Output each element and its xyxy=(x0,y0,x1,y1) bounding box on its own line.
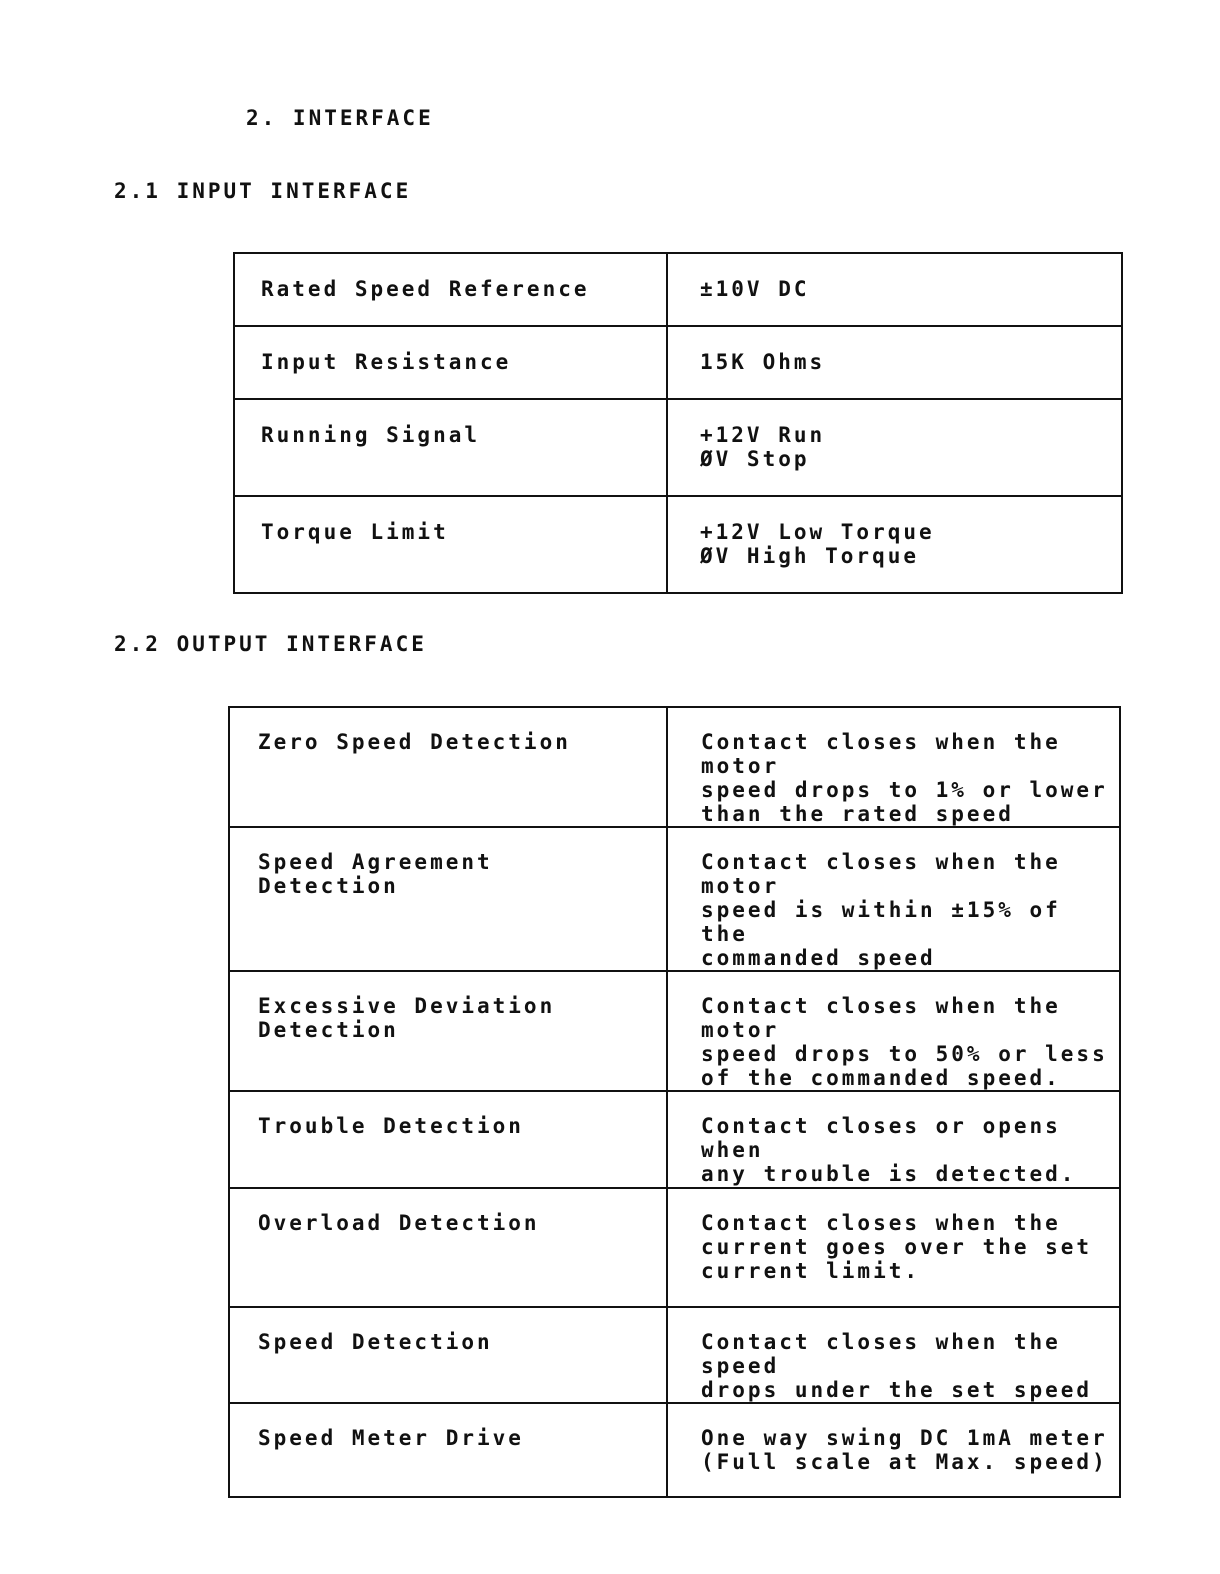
row-value: Contact closes when the motor speed is within ±15% of the commanded speed xyxy=(667,827,1120,971)
input-interface-table xyxy=(233,252,1123,594)
row-label: Input Resistance xyxy=(234,326,667,399)
table-row xyxy=(234,326,1122,399)
row-value: Contact closes or opens when any trouble is detected. xyxy=(667,1091,1120,1188)
row-value: +12V Run ØV Stop xyxy=(667,399,1122,496)
table-row xyxy=(229,827,1120,971)
table-row xyxy=(229,1188,1120,1307)
row-value: Contact closes when the current goes over the set current limit. xyxy=(667,1188,1120,1307)
row-value: One way swing DC 1mA meter (Full scale at Max. speed) xyxy=(667,1403,1120,1497)
table-row xyxy=(229,1091,1120,1188)
row-label: Excessive Deviation Detection xyxy=(229,971,667,1091)
row-label: Trouble Detection xyxy=(229,1091,667,1188)
row-value: Contact closes when the speed drops under the set speed xyxy=(667,1307,1120,1403)
row-value: 15K Ohms xyxy=(667,326,1122,399)
table-row xyxy=(229,1307,1120,1403)
row-value: +12V Low Torque ØV High Torque xyxy=(667,496,1122,593)
row-label: Speed Meter Drive xyxy=(229,1403,667,1497)
input-interface-heading: 2.1 INPUT INTERFACE xyxy=(114,179,412,203)
row-label: Rated Speed Reference xyxy=(234,253,667,326)
row-label: Torque Limit xyxy=(234,496,667,593)
output-interface-heading: 2.2 OUTPUT INTERFACE xyxy=(114,632,427,656)
table-row xyxy=(234,496,1122,593)
table-row xyxy=(229,707,1120,827)
row-value: Contact closes when the motor speed drops to 1% or lower than the rated speed xyxy=(667,707,1120,827)
section-title: 2. INTERFACE xyxy=(246,106,434,130)
row-label: Zero Speed Detection xyxy=(229,707,667,827)
table-row xyxy=(229,1403,1120,1497)
table-row xyxy=(229,971,1120,1091)
table-row xyxy=(234,253,1122,326)
row-value: Contact closes when the motor speed drops to 50% or less of the commanded speed. xyxy=(667,971,1120,1091)
row-label: Speed Agreement Detection xyxy=(229,827,667,971)
row-value: ±10V DC xyxy=(667,253,1122,326)
row-label: Speed Detection xyxy=(229,1307,667,1403)
output-interface-table xyxy=(228,706,1121,1498)
row-label: Running Signal xyxy=(234,399,667,496)
row-label: Overload Detection xyxy=(229,1188,667,1307)
table-row xyxy=(234,399,1122,496)
